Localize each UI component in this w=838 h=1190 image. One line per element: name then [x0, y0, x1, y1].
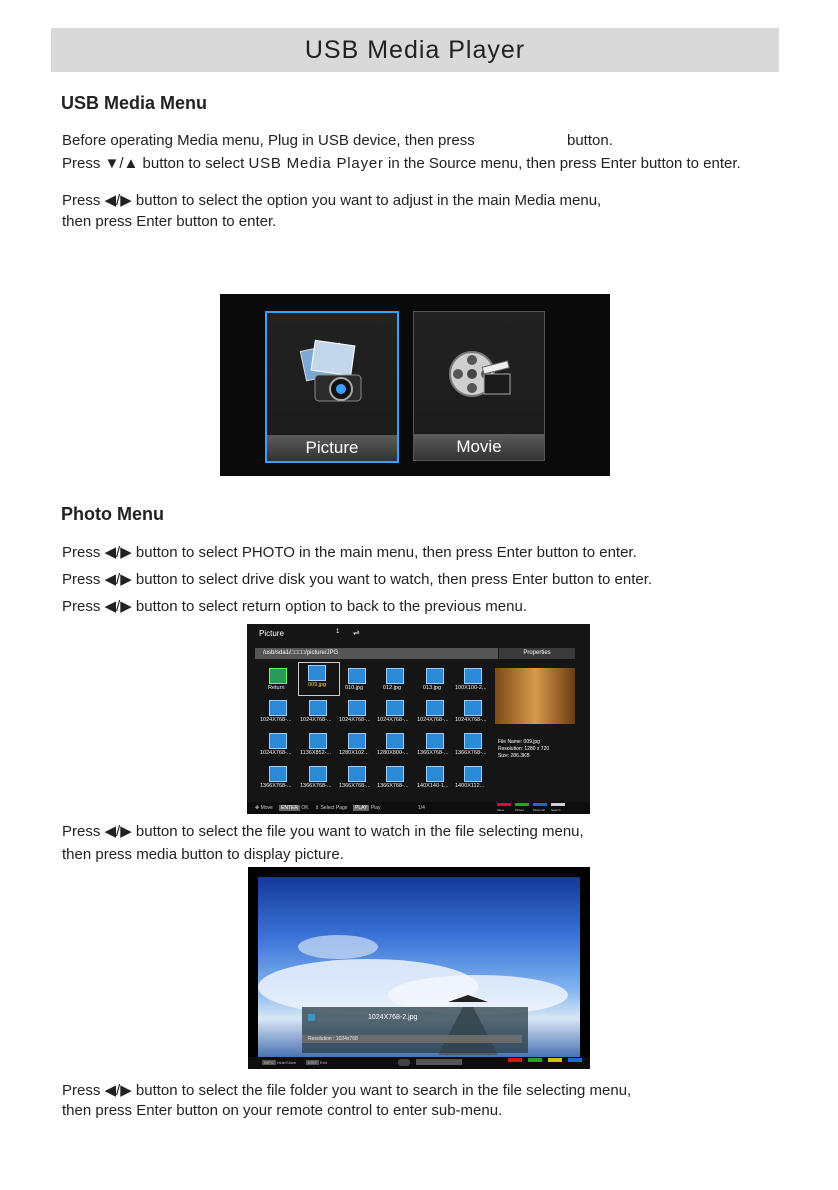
file-size-text: Size: 286.3KB: [498, 753, 530, 759]
exit-key-icon: EXIT: [308, 1060, 317, 1065]
image-file-icon: [464, 733, 482, 749]
image-file-icon: [348, 733, 366, 749]
play-hint-label: Play: [370, 805, 381, 811]
image-file-icon: [269, 700, 287, 716]
white-key-icon: [551, 803, 565, 806]
film-reel-icon: [414, 312, 544, 432]
thumbnail[interactable]: [260, 764, 294, 794]
photo-line2: Press ◀/▶ button to select drive disk you want to watch, then press Enter button to enter.: [62, 571, 653, 588]
page-title: USB Media Player: [304, 36, 526, 64]
thumbnail-label: 009.jpg: [308, 682, 327, 688]
thumbnail[interactable]: [300, 764, 334, 794]
thumbnail[interactable]: [339, 731, 373, 761]
thumbnail-label: 1136X852-...: [300, 750, 332, 756]
image-file-icon: [386, 668, 404, 684]
thumbnail-label: 1366X768-...: [339, 783, 371, 789]
thumbnail-label: 1024X768-...: [300, 717, 332, 723]
preview-image: [495, 668, 575, 724]
green-key-icon: [528, 1058, 542, 1062]
usb-line2-b: USB Media Player: [248, 155, 384, 172]
thumbnail-label: 1024X768-...: [260, 750, 292, 756]
usb-line1-b: button.: [567, 132, 613, 149]
thumbnail[interactable]: [455, 666, 489, 696]
file-resolution-text: Resolution: 1280 x 720: [498, 746, 550, 752]
usb-line2: [62, 155, 741, 172]
final-line2: then press Enter button on your remote control to enter sub-menu.: [62, 1102, 503, 1119]
thumbnail[interactable]: [455, 698, 489, 728]
select-page-hint: ⇕ Select Page: [315, 805, 348, 811]
thumbnail[interactable]: [260, 731, 294, 761]
picture-browser-screen: [247, 624, 590, 814]
select-page-label: Select Page: [320, 805, 348, 811]
image-file-icon: [309, 700, 327, 716]
image-file-icon: [426, 668, 444, 684]
usb-line1-a: Before operating Media menu, Plug in USB device, then press: [62, 132, 475, 149]
playback-controls: [416, 1059, 462, 1065]
usb-line2-c: in the Source menu, then press Enter button to enter.: [387, 155, 741, 172]
media-main-screen: [220, 294, 610, 476]
thumbnail[interactable]: [300, 698, 334, 728]
photo-line1: Press ◀/▶ button to select PHOTO in the main menu, then press Enter button to enter.: [62, 544, 637, 561]
thumbnail[interactable]: [377, 731, 411, 761]
green-key-label: Picture: [515, 808, 525, 812]
thumbnail-label: 1366X768-...: [417, 750, 449, 756]
thumbnail-label: 1024X768-...: [260, 717, 292, 723]
page-header-bar: [51, 28, 779, 72]
image-file-icon: [464, 700, 482, 716]
browser-footer: [247, 802, 590, 814]
picture-tile[interactable]: [265, 311, 399, 463]
thumbnail[interactable]: [455, 731, 489, 761]
red-key-icon: [497, 803, 511, 806]
yellow-key-icon: [548, 1058, 562, 1062]
info-overlay: [302, 1007, 528, 1053]
photo-menu-heading: Photo Menu: [61, 504, 164, 524]
viewer-footer: [248, 1057, 590, 1069]
image-file-icon: [309, 733, 327, 749]
hide-show-hint: [262, 1060, 296, 1065]
final-line1: Press ◀/▶ button to select the file folder you want to search in the file selecting menu,: [62, 1082, 632, 1099]
blue-key-icon: [568, 1058, 582, 1062]
image-file-icon: [348, 700, 366, 716]
image-file-icon: [269, 766, 287, 782]
ok-hint: [279, 805, 309, 811]
thumbnail[interactable]: [339, 698, 373, 728]
thumbnail-label: 1400X112...: [455, 783, 485, 789]
play-key-icon: PLAY: [355, 805, 368, 811]
browser-title: Picture: [259, 629, 284, 638]
photo-line4: Press ◀/▶ button to select the file you want to watch in the file selecting menu,: [62, 823, 584, 840]
thumbnail[interactable]: [339, 666, 373, 696]
image-file-icon: [309, 766, 327, 782]
image-file-icon: [426, 700, 444, 716]
image-file-icon: [348, 668, 366, 684]
thumbnail[interactable]: [417, 764, 451, 794]
navigation-pad-icon: [398, 1059, 410, 1066]
thumbnail-label: 140X140-1...: [417, 783, 449, 789]
thumbnail[interactable]: [417, 666, 451, 696]
thumbnail[interactable]: [455, 764, 489, 794]
thumbnail-label: 100X100-2...: [455, 685, 487, 691]
return-icon: [269, 668, 287, 684]
return-item[interactable]: [260, 666, 294, 696]
blue-key-label: Music All: [533, 808, 545, 812]
thumbnail-label: 1024X768-...: [377, 717, 409, 723]
thumbnail[interactable]: [377, 764, 411, 794]
viewer-resolution: Resolution : 1024x768: [308, 1036, 358, 1042]
thumbnail-label: 1366X768-...: [377, 783, 409, 789]
properties-header: Properties: [499, 648, 575, 659]
image-file-icon: [426, 766, 444, 782]
movie-tile-label: Movie: [414, 434, 544, 460]
thumbnail[interactable]: [300, 731, 334, 761]
thumbnail-selected[interactable]: [298, 662, 340, 696]
thumbnail-label: 1280X102...: [339, 750, 369, 756]
image-file-icon: [348, 766, 366, 782]
thumbnail[interactable]: [260, 698, 294, 728]
thumbnail-label: 013.jpg: [423, 685, 442, 691]
image-file-icon: [386, 700, 404, 716]
exit-hint: [306, 1060, 327, 1065]
ok-hint-label: OK: [301, 805, 309, 811]
image-file-icon: [464, 668, 482, 684]
thumbnail-label: 1366X768-...: [260, 783, 292, 789]
move-hint-label: Move: [260, 805, 273, 811]
thumbnail-label: 1024X768-...: [339, 717, 371, 723]
file-name-text: File Name: 009.jpg: [498, 739, 540, 745]
pause-icon: [308, 1014, 315, 1021]
exit-label: Exit: [320, 1060, 327, 1065]
thumbnail-label: 012.jpg: [383, 685, 402, 691]
usb-menu-heading: USB Media Menu: [61, 93, 208, 113]
green-key-icon: [515, 803, 529, 806]
image-file-icon: [386, 733, 404, 749]
usb-line4: then press Enter button to enter.: [62, 213, 277, 230]
thumbnail-label: 1024X768-...: [455, 717, 487, 723]
page-count: 1/4: [418, 805, 425, 811]
thumbnail-label: 1366X768-...: [455, 750, 487, 756]
photo-line5: then press media button to display picture.: [62, 846, 344, 863]
file-info: [498, 739, 549, 760]
red-key-icon: [508, 1058, 522, 1062]
path-bar: [255, 648, 498, 659]
image-file-icon: [464, 766, 482, 782]
play-hint: [353, 805, 381, 811]
white-key-label: Search: [551, 808, 561, 812]
image-file-icon: [308, 665, 326, 681]
thumbnail-label: 1024X768-...: [417, 717, 449, 723]
hide-show-label: Hide/Show: [276, 1060, 297, 1065]
thumbnail-label: 1280X800-...: [377, 750, 409, 756]
red-key-label: Move: [497, 808, 505, 812]
ok-key-icon: ENTER: [281, 805, 298, 811]
return-label: Return: [268, 685, 285, 691]
usb-icon: ⇌: [353, 628, 360, 637]
viewer-filename: 1024X768-2.jpg: [368, 1014, 418, 1021]
image-file-icon: [269, 733, 287, 749]
thumbnail[interactable]: [417, 698, 451, 728]
image-file-icon: [426, 733, 444, 749]
photo-line3: Press ◀/▶ button to select return option to back to the previous menu.: [62, 598, 527, 615]
thumbnail[interactable]: [339, 764, 373, 794]
thumbnail[interactable]: [377, 698, 411, 728]
picture-viewer-screen: [248, 867, 590, 1069]
usb-line2-a: Press ▼/▲ button to select: [62, 155, 245, 172]
picture-camera-icon: [267, 313, 397, 433]
thumbnail[interactable]: [377, 666, 411, 696]
thumbnail-label: 1366X768-...: [300, 783, 332, 789]
browser-path: /usb/sda1/□□□□/picture/JPG: [263, 650, 339, 656]
movie-tile[interactable]: [413, 311, 545, 461]
usb-line3: Press ◀/▶ button to select the option you want to adjust in the main Media menu,: [62, 192, 602, 209]
thumbnail-label: 010.jpg: [345, 685, 364, 691]
browser-page-indicator: 1: [336, 629, 340, 635]
image-file-icon: [386, 766, 404, 782]
info-key-icon: INFO: [264, 1060, 274, 1065]
move-hint: ✥ Move: [255, 805, 273, 811]
thumbnail[interactable]: [417, 731, 451, 761]
picture-tile-label: Picture: [267, 435, 397, 461]
blue-key-icon: [533, 803, 547, 806]
